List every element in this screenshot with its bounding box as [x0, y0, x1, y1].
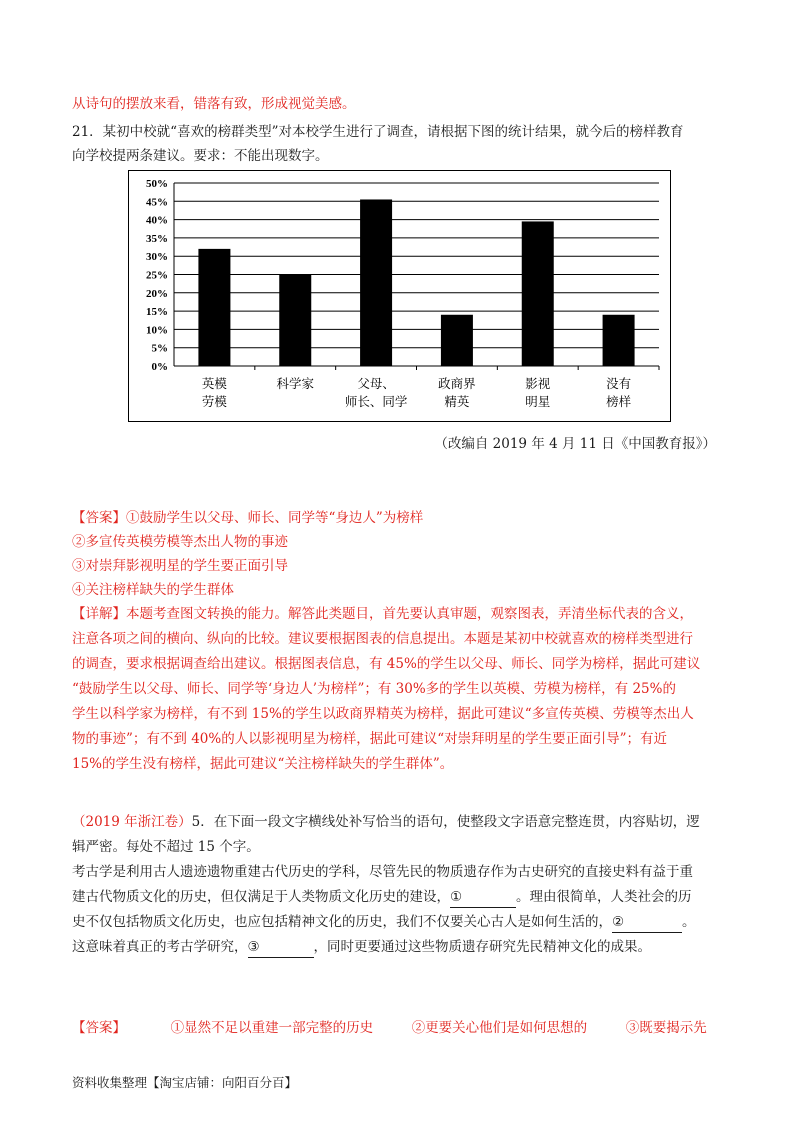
x-category-label: 没有: [606, 376, 632, 391]
bar-chart-svg: [129, 171, 670, 421]
detail-21-line5: 学生以科学家为榜样，有不到 15%的学生以政商界精英为榜样，据此可建议“多宣传英模、劳模等杰出人: [72, 706, 694, 722]
bar: [603, 315, 635, 366]
answer-5-item-1: ①显然不足以重建一部完整的历史: [170, 1020, 374, 1036]
x-category-label: 榜样: [606, 394, 632, 409]
intro-line: 从诗句的摆放来看，错落有致，形成视觉美感。: [72, 96, 356, 112]
x-category-label: 明星: [525, 394, 551, 409]
answer-5-label: 【答案】: [72, 1020, 126, 1036]
y-tick-label: 45%: [146, 196, 168, 209]
detail-label: 【详解】: [72, 606, 126, 622]
detail-21-line7: 15%的学生没有榜样，据此可建议“关注榜样缺失的学生群体”。: [72, 756, 454, 772]
detail-21-line3: 的调查，要求根据调查给出建议。根据图表信息，有 45%的学生以父母、师长、同学为榜样，据此可建议: [72, 656, 701, 672]
answer-5-line: [72, 1018, 707, 1038]
x-category-label: 科学家: [276, 376, 315, 391]
y-tick-label: 25%: [146, 269, 168, 282]
detail-21-line6: 物的事迹”；有不到 40%的人以影视明星为榜样，据此可建议“对崇拜明星的学生要正面引导”；有近: [72, 731, 668, 747]
y-tick-label: 50%: [146, 178, 168, 190]
detail-21-line4: “鼓励学生以父母、师长、同学等‘身边人’为榜样”；有 30%多的学生以英模、劳模为榜样，有 25%的: [72, 681, 676, 697]
detail-21-line2: 注意各项之间的横向、纵向的比较。建议要根据图表的信息提出。本题是某初中校就喜欢的榜样类型进行: [72, 631, 693, 647]
x-category-label: 政商界: [438, 376, 476, 391]
answer-21-line1: 【答案】①鼓励学生以父母、师长、同学等“身边人”为榜样: [72, 510, 424, 526]
question-5-para-line1: 考古学是利用古人遗迹遗物重建古代历史的学科，尽管先民的物质遗存作为古史研究的直接史料有益于重: [72, 864, 693, 880]
fill-blank-1[interactable]: ①: [450, 887, 516, 908]
answer-21-line4: ④关注榜样缺失的学生群体: [72, 582, 234, 598]
bar: [279, 275, 311, 367]
answer-5-item-2: ②更要关心他们是如何思想的: [411, 1020, 588, 1036]
question-5-line2: 辑严密。每处不超过 15 个字。: [72, 839, 260, 855]
y-tick-label: 0%: [151, 361, 168, 373]
answer-21-line3: ③对崇拜影视明星的学生要正面引导: [72, 558, 288, 574]
y-tick-label: 5%: [151, 342, 168, 355]
y-tick-label: 10%: [146, 324, 168, 337]
fill-blank-3[interactable]: ③: [248, 937, 314, 958]
y-tick-label: 40%: [146, 214, 168, 227]
detail-21-line1: 【详解】本题考查图文转换的能力。解答此类题目，首先要认真审题，观察图表，弄清坐标代表的含义，: [72, 606, 693, 622]
question-5-para-line2: 建古代物质文化的历史，但仅满足于人类物质文化历史的建设，① 。理由很简单，人类社会的历: [72, 887, 692, 908]
bar: [441, 315, 473, 366]
x-category-label: 父母、: [357, 376, 395, 391]
bar-chart: [128, 170, 671, 422]
x-category-label: 英模: [201, 376, 227, 391]
fill-blank-2[interactable]: ②: [612, 912, 682, 933]
source-note: （改编自 2019 年 4 月 11 日《中国教育报》）: [434, 436, 716, 452]
answer-21-line2: ②多宣传英模劳模等杰出人物的事迹: [72, 534, 288, 550]
question-5-para-line4: 这意味着真正的考古学研究，③ ，同时更要通过这些物质遗存研究先民精神文化的成果。: [72, 937, 651, 958]
question-5-para-line3: 史不仅包括物质文化历史，也应包括精神文化的历史，我们不仅要关心古人是如何生活的，② 。: [72, 912, 696, 933]
x-category-label: 师长、同学: [344, 394, 408, 409]
y-tick-label: 30%: [146, 251, 168, 264]
question-5-line1: （2019 年浙江卷）5．在下面一段文字横线处补写恰当的语句，使整段文字语意完整连贯，内容贴切，逻: [72, 814, 700, 830]
x-category-label: 影视: [525, 376, 551, 391]
question-5-source-tag: （2019 年浙江卷）: [72, 814, 192, 830]
answer-label: 【答案】: [72, 510, 126, 526]
answer-5-item-3: ③既要揭示先: [625, 1020, 707, 1036]
x-category-label: 精英: [444, 394, 470, 409]
x-category-label: 劳模: [201, 394, 227, 409]
y-tick-label: 35%: [146, 232, 168, 245]
question-21-line1: 21．某初中校就“喜欢的榜群类型”对本校学生进行了调查，请根据下图的统计结果，就今后的榜样教育: [72, 124, 684, 140]
footer-note: 资料收集整理【淘宝店铺：向阳百分百】: [72, 1075, 298, 1090]
bar: [522, 221, 554, 366]
bar: [360, 199, 392, 366]
y-tick-label: 15%: [146, 306, 168, 319]
y-tick-label: 20%: [146, 287, 168, 300]
bar: [198, 249, 230, 366]
question-21-line2: 向学校提两条建议。要求：不能出现数字。: [72, 148, 329, 164]
